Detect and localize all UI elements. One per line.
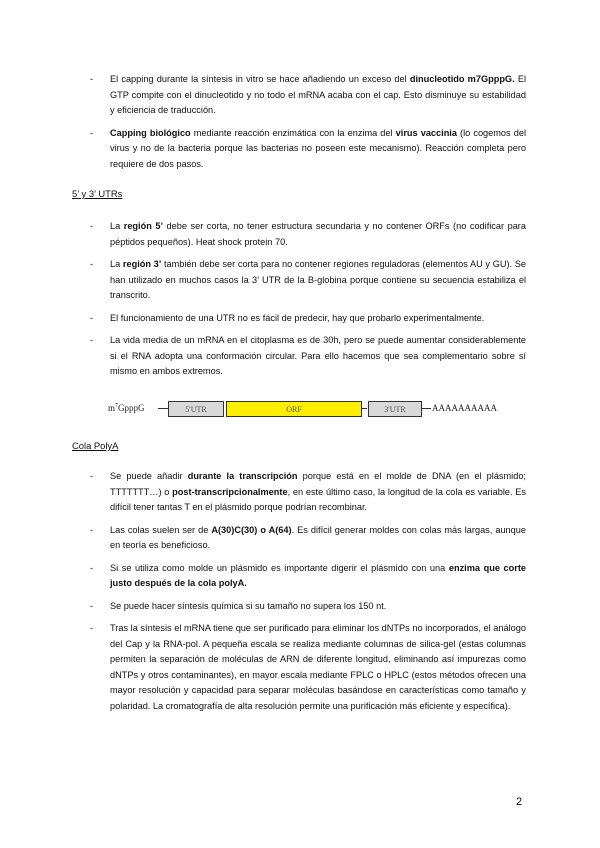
section-heading-polya: Cola PolyA: [72, 440, 119, 451]
text-run: debe ser corta, no tener estructura secundaria y no contener ORFs (no codificar para péptidos pequeños). Heat shock protein 70.: [110, 221, 526, 247]
bold-text: virus vaccinia: [395, 127, 457, 138]
bullet-dash: -: [90, 562, 94, 573]
bullet-dash: -: [90, 524, 94, 535]
bullet-dash: -: [90, 221, 94, 231]
bullet-dash: -: [90, 259, 94, 269]
text-run: (lo cogemos del virus y no de la bacteria porque las bacterias no poseen este mecanismo). Reacción completa pero requiere de dos pasos.: [110, 127, 526, 169]
bold-text: enzima que corte justo después de la cola polyA.: [110, 562, 526, 588]
bullet-dash: -: [90, 623, 94, 633]
list-item: [90, 311, 526, 327]
bullet-dash: -: [90, 127, 94, 138]
list-item: [90, 523, 526, 554]
polya-label: AAAAAAAAAA: [432, 403, 497, 413]
utrs-list: [90, 219, 526, 387]
bold-text: dinucleotido m7GpppG.: [409, 74, 515, 84]
bold-text: post-transcripcionalmente: [172, 486, 288, 497]
list-item: [90, 469, 526, 516]
list-item: [90, 333, 526, 380]
list-item: [90, 72, 526, 119]
text-run: Se puede hacer síntesis química si su tamaño no supera los 150 nt.: [110, 600, 387, 611]
text-run: Tras la síntesis el mRNA tiene que ser purificado para eliminar los dNTPs no incorporados, el análogo del Cap y la RNA-pol. A pequeña escala se realiza mediante columnas de silica-gel (estas columnas permiten la separación de moléculas de ARN de diferente longitud, eliminando así impurezas como dNTPs y otros contaminantes), en mayor escala mediante FPLC o HPLC (estos métodos ofrecen una mayor resolución y capacidad para separar moléculas basándose en características como tamaño y polaridad. La cromatografía de alta resolución permite una purificación más eficiente y específica).: [110, 623, 526, 711]
text-run: Se puede añadir: [110, 471, 188, 481]
text-run: La: [110, 221, 124, 231]
bullet-dash: -: [90, 600, 94, 611]
connector-line: [421, 408, 431, 409]
text-run: , en este último caso, la longitud de la cola es variable. Es difícil tener tantas T en el plásmido porque podrían recombinar.: [110, 486, 526, 512]
bold-text: A(30)C(30) o A(64): [211, 524, 292, 535]
text-run: también debe ser corta para no contener regiones reguladoras (elementos AU y GU). Se han utilizado en muchos casos la 3’ UTR de la B-globina porque contiene su secuencia estabiliza el transcrito.: [110, 259, 526, 300]
list-item: [90, 599, 526, 615]
text-run: El funcionamiento de una UTR no es fácil de predecir, hay que probarlo experimentalmente.: [110, 312, 485, 323]
capping-list: [90, 72, 526, 179]
text-run: . Es difícil generar moldes con colas más largas, aunque en teoría es beneficioso.: [110, 524, 526, 550]
bold-text: Capping biológico: [110, 127, 191, 138]
section-heading-utrs: 5’ y 3’ UTRs: [72, 188, 123, 199]
text-run: Si se utiliza como molde un plásmido es importante digerir el plásmido con una: [110, 562, 449, 573]
list-item: [90, 257, 526, 304]
text-run: porque está en el molde de DNA (en el plásmido; TTTTTTT…) o: [110, 471, 526, 497]
bullet-dash: -: [90, 471, 94, 481]
bold-text: región 5’: [123, 221, 164, 231]
bold-text: durante la transcripción: [187, 471, 298, 481]
bullet-dash: -: [90, 74, 94, 84]
list-item: [90, 621, 526, 714]
bullet-dash: -: [90, 312, 94, 323]
list-item: [90, 219, 526, 250]
text-run: El capping durante la síntesis in vitro se hace añadiendo un exceso del: [110, 74, 410, 84]
connector-line: [361, 408, 367, 409]
connector-line: [158, 408, 168, 409]
bold-text: región 3’: [122, 259, 162, 269]
text-run: La vida media de un mRNA en el citoplasma es de 30h, pero se puede aumentar considerablemente si el RNA adopta una conformación circular. Para ello hacemos que sea complementario sobre sí mismo en ambos extremos.: [110, 335, 526, 376]
bullet-dash: -: [90, 335, 94, 345]
text-run: mediante reacción enzimática con la enzima del: [190, 127, 396, 138]
text-run: La: [110, 259, 123, 269]
page-number: 2: [516, 796, 523, 808]
text-run: El GTP compite con el dinucleotido y no todo el mRNA acaba con el cap. Esto disminuye su estabilidad y eficiencia de traducción.: [110, 74, 526, 115]
text-run: Las colas suelen ser de: [110, 524, 212, 535]
orf-box: ORF: [226, 401, 362, 417]
list-item: [90, 126, 526, 173]
utr5-box: 5'UTR: [168, 401, 224, 417]
cap-label: $m^7GpppG$: [108, 403, 145, 413]
polya-list: [90, 469, 526, 721]
utr3-box: 3'UTR: [368, 401, 422, 417]
list-item: [90, 561, 526, 592]
mrna-structure-diagram: [108, 400, 528, 420]
